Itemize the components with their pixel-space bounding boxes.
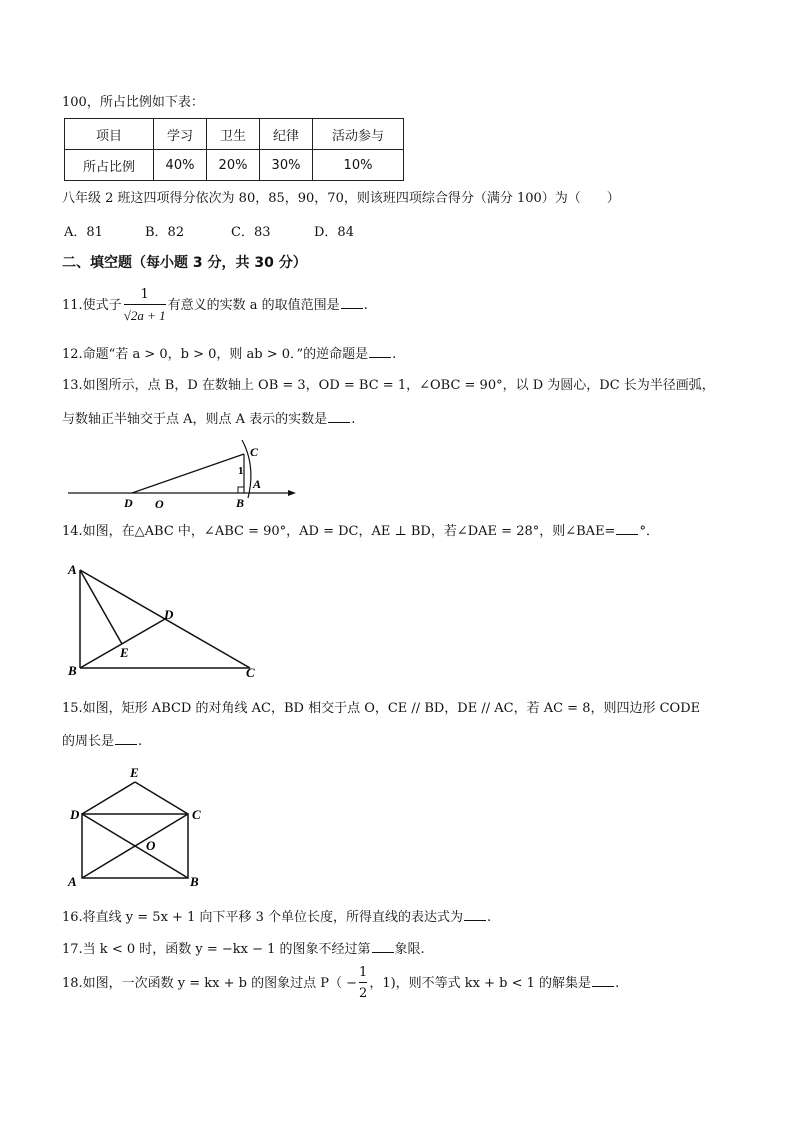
q13-line2	[62, 410, 355, 429]
q18-fraction	[359, 965, 367, 1002]
table-cell: 20%	[207, 150, 260, 181]
q12-text: 12.命题“若 a > 0，b > 0，则 ab > 0．”的逆命题是	[62, 347, 369, 362]
label-a: A	[68, 874, 77, 889]
q13-line1: 13.如图所示，点 B，D 在数轴上 OB = 3，OD = BC = 1，∠OBC = 90°，以 D 为圆心，DC 长为半径画弧，	[62, 378, 715, 393]
q16	[62, 908, 491, 927]
q18	[62, 964, 619, 1004]
q11-end: .	[363, 298, 368, 313]
q10-option-d: D．84	[314, 225, 354, 240]
section-heading: 二、填空题（每小题 3 分，共 30 分）	[62, 255, 307, 271]
q11	[62, 286, 368, 326]
q14-end: °．	[639, 524, 659, 539]
answer-blank[interactable]	[115, 732, 137, 745]
q16-text: 16.将直线 y = 5x + 1 向下平移 3 个单位长度，所得直线的表达式为	[62, 910, 464, 925]
label-c: C	[250, 445, 259, 459]
q13-number-line-figure	[60, 436, 300, 512]
label-o: O	[155, 497, 164, 511]
q10-text: 八年级 2 班这四项得分依次为 80，85，90，70，则该班四项综合得分（满分 100）为（ ）	[62, 191, 620, 206]
q18-prefix: 18.如图，一次函数 y = kx + b 的图象过点 P（ −	[62, 976, 358, 991]
answer-blank[interactable]	[369, 345, 391, 358]
label-d: D	[70, 807, 80, 822]
segment-dc	[132, 454, 244, 493]
answer-blank[interactable]	[616, 522, 638, 535]
q18-numerator: 1	[359, 965, 368, 980]
table-header-row	[65, 119, 404, 150]
table-row	[65, 150, 404, 181]
q18-end: .	[615, 976, 620, 991]
label-a: A	[253, 477, 262, 491]
label-a: A	[68, 562, 77, 577]
label-d: D	[124, 496, 133, 510]
q12-end: .	[392, 347, 397, 362]
table-header-cell: 项目	[65, 119, 154, 150]
q15-end: .	[138, 734, 143, 749]
table-header-cell: 活动参与	[313, 119, 404, 150]
segment-ae	[80, 570, 122, 644]
q13-line2-text: 与数轴正半轴交于点 A，则点 A 表示的实数是	[62, 412, 328, 427]
label-c: C	[246, 665, 255, 680]
answer-blank[interactable]	[341, 296, 363, 309]
q15-line2	[62, 732, 142, 751]
table-cell: 10%	[313, 150, 404, 181]
right-angle-mark	[238, 487, 244, 493]
q15-rectangle-figure	[60, 762, 220, 890]
table-header-cell: 学习	[154, 119, 207, 150]
table-cell: 所占比例	[65, 150, 154, 181]
label-e: E	[120, 645, 129, 660]
segment-ce	[135, 782, 188, 814]
q15-line2-text: 的周长是	[62, 734, 115, 749]
q15-line1: 15.如图，矩形 ABCD 的对角线 AC，BD 相交于点 O，CE // BD，DE // AC，若 AC = 8，则四边形 CODE	[62, 701, 701, 716]
q11-suffix: 有意义的实数 a 的取值范围是	[167, 298, 340, 313]
arrow-icon	[288, 490, 296, 496]
q17-end: 象限.	[394, 942, 425, 957]
label-e: E	[130, 765, 139, 780]
q11-denominator: √2a + 1	[124, 304, 166, 324]
label-b: B	[190, 874, 199, 889]
table-header-cell: 卫生	[207, 119, 260, 150]
label-one: 1	[238, 465, 244, 477]
q14-triangle-figure	[60, 556, 270, 680]
answer-blank[interactable]	[328, 410, 350, 423]
q16-end: .	[487, 910, 492, 925]
table-header-cell: 纪律	[260, 119, 313, 150]
q18-denominator: 2	[359, 982, 367, 1002]
segment-de	[82, 782, 135, 814]
answer-blank[interactable]	[592, 974, 614, 987]
q10-option-b: B．82	[145, 225, 185, 240]
label-o: O	[146, 838, 156, 853]
label-d: D	[164, 607, 174, 622]
q14	[62, 522, 659, 541]
table-cell: 40%	[154, 150, 207, 181]
label-b: B	[236, 496, 245, 510]
table-cell: 30%	[260, 150, 313, 181]
label-c: C	[192, 807, 201, 822]
ratio-table	[64, 118, 404, 181]
q13-end: .	[351, 412, 356, 427]
q10-option-a: A．81	[64, 225, 103, 240]
label-b: B	[68, 663, 77, 678]
q17	[62, 940, 425, 959]
q12	[62, 345, 396, 364]
q10-option-c: C．83	[231, 225, 271, 240]
answer-blank[interactable]	[372, 940, 394, 953]
q17-text: 17.当 k < 0 时，函数 y = −kx − 1 的图象不经过第	[62, 942, 371, 957]
q11-fraction	[124, 287, 166, 324]
answer-blank[interactable]	[464, 908, 486, 921]
intro-text: 100，所占比例如下表：	[62, 95, 204, 110]
q11-numerator: 1	[140, 287, 149, 302]
q14-text: 14.如图，在△ABC 中，∠ABC = 90°，AD = DC，AE ⊥ BD，若∠DAE = 28°，则∠BAE=	[62, 524, 616, 539]
q18-mid: ，1)，则不等式 kx + b < 1 的解集是	[369, 976, 592, 991]
q11-prefix: 11.使式子	[62, 298, 122, 313]
